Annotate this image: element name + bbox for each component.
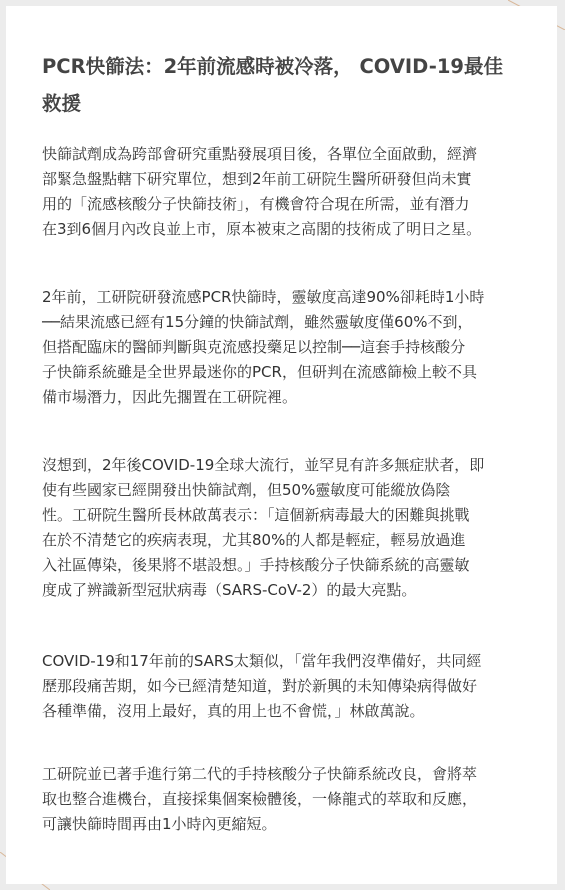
paragraph-line: 可讓快篩時間再由1小時內更縮短。	[42, 815, 277, 833]
paragraph-line: ──結果流感已經有15分鐘的快篩試劑，雖然靈敏度僅60%不到，	[42, 313, 473, 331]
paragraph-line: COVID-19和17年前的SARS太類似，「當年我們沒準備好，共同經	[42, 652, 482, 670]
article-paragraph-4	[42, 649, 532, 724]
article-paragraph-2	[42, 285, 532, 410]
article-card	[6, 6, 557, 884]
paragraph-line: 度成了辨識新型冠狀病毒（SARS-CoV-2）的最大亮點。	[42, 581, 417, 599]
article-title-line: PCR快篩法：2年前流感時被冷落， COVID-19最佳	[42, 55, 503, 78]
paragraph-line: 在3到6個月內改良並上市，原本被束之高閣的技術成了明日之星。	[42, 220, 482, 238]
paragraph-line: 沒想到，2年後COVID-19全球大流行，並罕見有許多無症狀者，即	[42, 456, 485, 474]
paragraph-line: 子快篩系統雖是全世界最迷你的PCR，但研判在流感篩檢上較不具	[42, 363, 477, 381]
paragraph-line: 2年前，工研院研發流感PCR快篩時，靈敏度高達90%卻耗時1小時	[42, 288, 485, 306]
paragraph-line: 入社區傳染，後果將不堪設想。」手持核酸分子快篩系統的高靈敏	[42, 556, 470, 574]
paragraph-line: 快篩試劑成為跨部會研究重點發展項目後，各單位全面啟動，經濟	[42, 145, 478, 163]
paragraph-line: 性。工研院生醫所長林啟萬表示：「這個新病毒最大的困難與挑戰	[42, 506, 470, 524]
article-paragraph-5	[42, 762, 532, 837]
paragraph-line: 工研院並已著手進行第二代的手持核酸分子快篩系統改良，會將萃	[42, 765, 478, 783]
paragraph-line: 各種準備，沒用上最好，真的用上也不會慌，」林啟萬說。	[42, 702, 425, 720]
paragraph-line: 備市場潛力，因此先擱置在工研院裡。	[42, 388, 298, 406]
paragraph-line: 歷那段痛苦期，如今已經清楚知道，對於新興的未知傳染病得做好	[42, 677, 478, 695]
article-paragraph-1	[42, 142, 532, 242]
paragraph-line: 使有些國家已經開發出快篩試劑，但50%靈敏度可能縱放偽陰	[42, 481, 451, 499]
article-title	[42, 48, 532, 122]
paragraph-line: 在於不清楚它的疾病表現，尤其80%的人都是輕症，輕易放過進	[42, 531, 466, 549]
article-title-line: 救援	[42, 92, 82, 115]
paragraph-line: 但搭配臨床的醫師判斷與克流感投藥足以控制──這套手持核酸分	[42, 338, 466, 356]
paragraph-line: 用的「流感核酸分子快篩技術」，有機會符合現在所需，並有潛力	[42, 195, 470, 213]
paragraph-line: 取也整合進機台，直接採集個案檢體後，一條龍式的萃取和反應，	[42, 790, 478, 808]
article-paragraph-3	[42, 453, 532, 603]
paragraph-line: 部緊急盤點轄下研究單位，想到2年前工研院生醫所研發但尚未實	[42, 170, 472, 188]
